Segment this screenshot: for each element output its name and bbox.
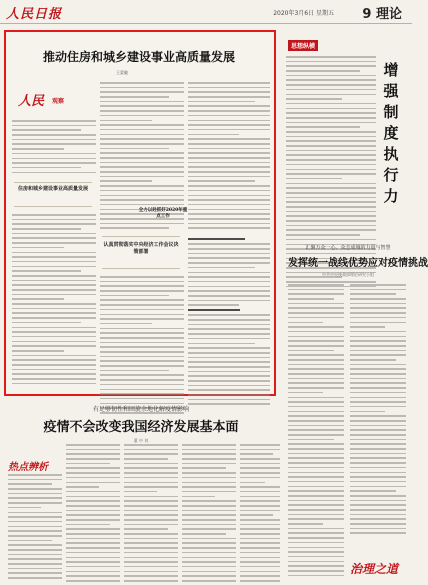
bottom-column-4 [182, 444, 236, 585]
featured-column-2b [100, 276, 184, 417]
side-article-column-1 [288, 284, 344, 579]
sidebar-badge: 思想纵横 [288, 40, 318, 51]
page-number [362, 3, 402, 22]
featured-headline[interactable]: 推动住房和城乡建设事业高质量发展 [42, 50, 235, 64]
bottom-article-byline: 董 中 刘 [133, 438, 149, 443]
hot-analysis-label: 热点辨析 [8, 462, 48, 473]
pull-quote-2: 认真贯彻落实中央经济工作会议决策部署 [103, 242, 179, 255]
side-article-kicker: 汇聚万众一心、众志成城的力量与智慧 [305, 245, 391, 251]
page-section: 理论 [375, 7, 402, 22]
featured-column-1 [12, 120, 96, 176]
bottom-column-2 [66, 444, 120, 585]
side-article-byline: 中共中央统战部理论研究小组 [322, 272, 374, 277]
pull-quote-3: 全力以赴抓好2020年重点工作 [138, 208, 188, 220]
featured-column-3 [188, 82, 270, 232]
featured-byline: 王蒙徽 [116, 70, 128, 75]
pull-quote-1: 住房和城乡建设事业高质量发展 [17, 186, 88, 192]
bottom-article-title[interactable]: 疫情不会改变我国经济发展基本面 [43, 420, 239, 435]
newspaper-logo: 人民日报 [6, 7, 63, 22]
featured-column-3b [188, 238, 270, 408]
bottom-article-kicker: 有足够韧性和回旋余地化解疫情影响 [92, 406, 189, 413]
footer-column-logo: 治理之道 [349, 562, 398, 576]
side-article-column-2 [350, 284, 406, 537]
side-article-title[interactable]: 发挥统一战线优势应对疫情挑战 [288, 258, 428, 269]
column-sub: 观察 [52, 98, 65, 105]
side-article-header[interactable] [288, 244, 428, 278]
featured-article[interactable] [4, 30, 276, 396]
publication-date: 2020年3月6日 星期五 [273, 10, 334, 17]
sidebar-vertical-title[interactable]: 增强制度执行力 [383, 61, 399, 205]
bottom-column-5 [240, 444, 280, 585]
masthead [0, 0, 412, 24]
bottom-column-3 [124, 444, 178, 585]
sidebar-commentary[interactable] [282, 30, 408, 242]
column-logo: 人民 [18, 94, 45, 109]
bottom-column-1 [8, 474, 62, 582]
featured-column-1b [12, 214, 96, 387]
page-number-value: 9 [362, 7, 372, 22]
bottom-article-header[interactable] [0, 404, 282, 444]
